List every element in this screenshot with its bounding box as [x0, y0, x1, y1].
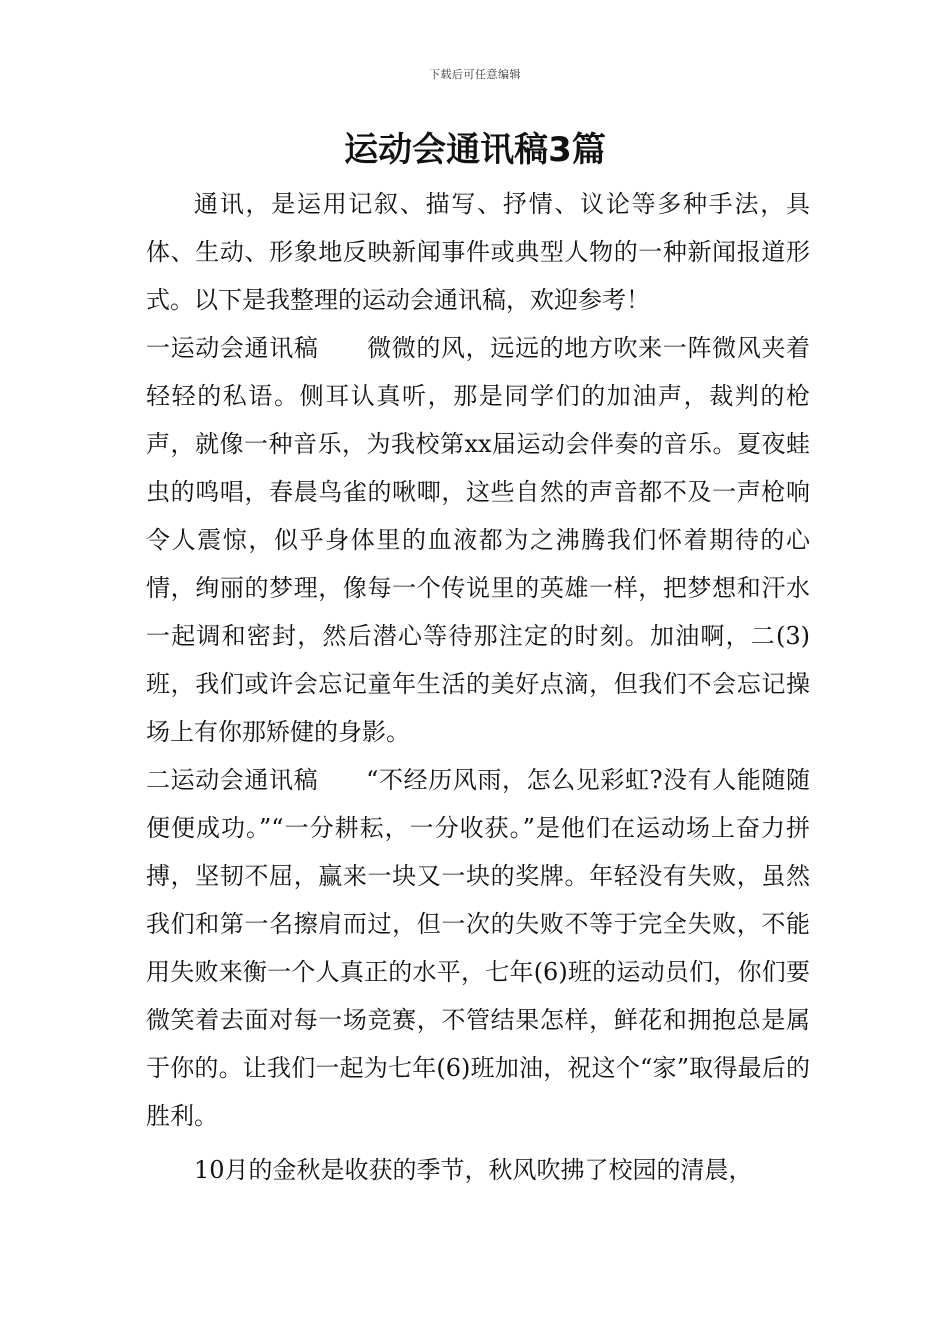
closing-paragraph: 10月的金秋是收获的季节，秋风吹拂了校园的清晨，	[194, 1156, 753, 1184]
section-1-paragraph	[146, 324, 810, 756]
document-body	[146, 180, 810, 1194]
section-2-paragraph	[146, 756, 810, 1140]
section-2-text: “不经历风雨，怎么见彩虹?没有人能随随便便成功。”“一分耕耘，一分收获。”是他们在运动场上奋力拼搏，坚韧不屈，赢来一块又一块的奖牌。年轻没有失败，虽然我们和第一名擦肩而过，但一次的失败不等于完全失败，不能用失败来衡一个人真正的水平，七年(6)班的运动员们，你们要微笑着去面对每一场竞赛，不管结果怎样，鲜花和拥抱总是属于你的。让我们一起为七年(6)班加油，祝这个“家”取得最后的胜利。	[146, 766, 811, 1130]
section-1-heading: 一运动会通讯稿	[146, 334, 319, 362]
document-title: 运动会通讯稿3篇	[344, 130, 606, 170]
section-2-heading: 二运动会通讯稿	[146, 766, 319, 794]
section-1-text: 微微的风，远远的地方吹来一阵微风夹着轻轻的私语。侧耳认真听，那是同学们的加油声，裁判的枪声，就像一种音乐，为我校第xx届运动会伴奏的音乐。夏夜蛙虫的鸣唱，春晨鸟雀的啾唧，这些自然的声音都不及一声枪响令人震惊，似乎身体里的血液都为之沸腾我们怀着期待的心情，绚丽的梦理，像每一个传说里的英雄一样，把梦想和汗水一起调和密封，然后潜心等待那注定的时刻。加油啊，二(3)班，我们或许会忘记童年生活的美好点滴，但我们不会忘记操场上有你那矫健的身影。	[146, 334, 811, 746]
intro-paragraph: 通讯，是运用记叙、描写、抒情、议论等多种手法，具体、生动、形象地反映新闻事件或典型人物的一种新闻报道形式。以下是我整理的运动会通讯稿，欢迎参考！	[146, 190, 810, 314]
header-note: 下载后可任意编辑	[429, 68, 521, 81]
